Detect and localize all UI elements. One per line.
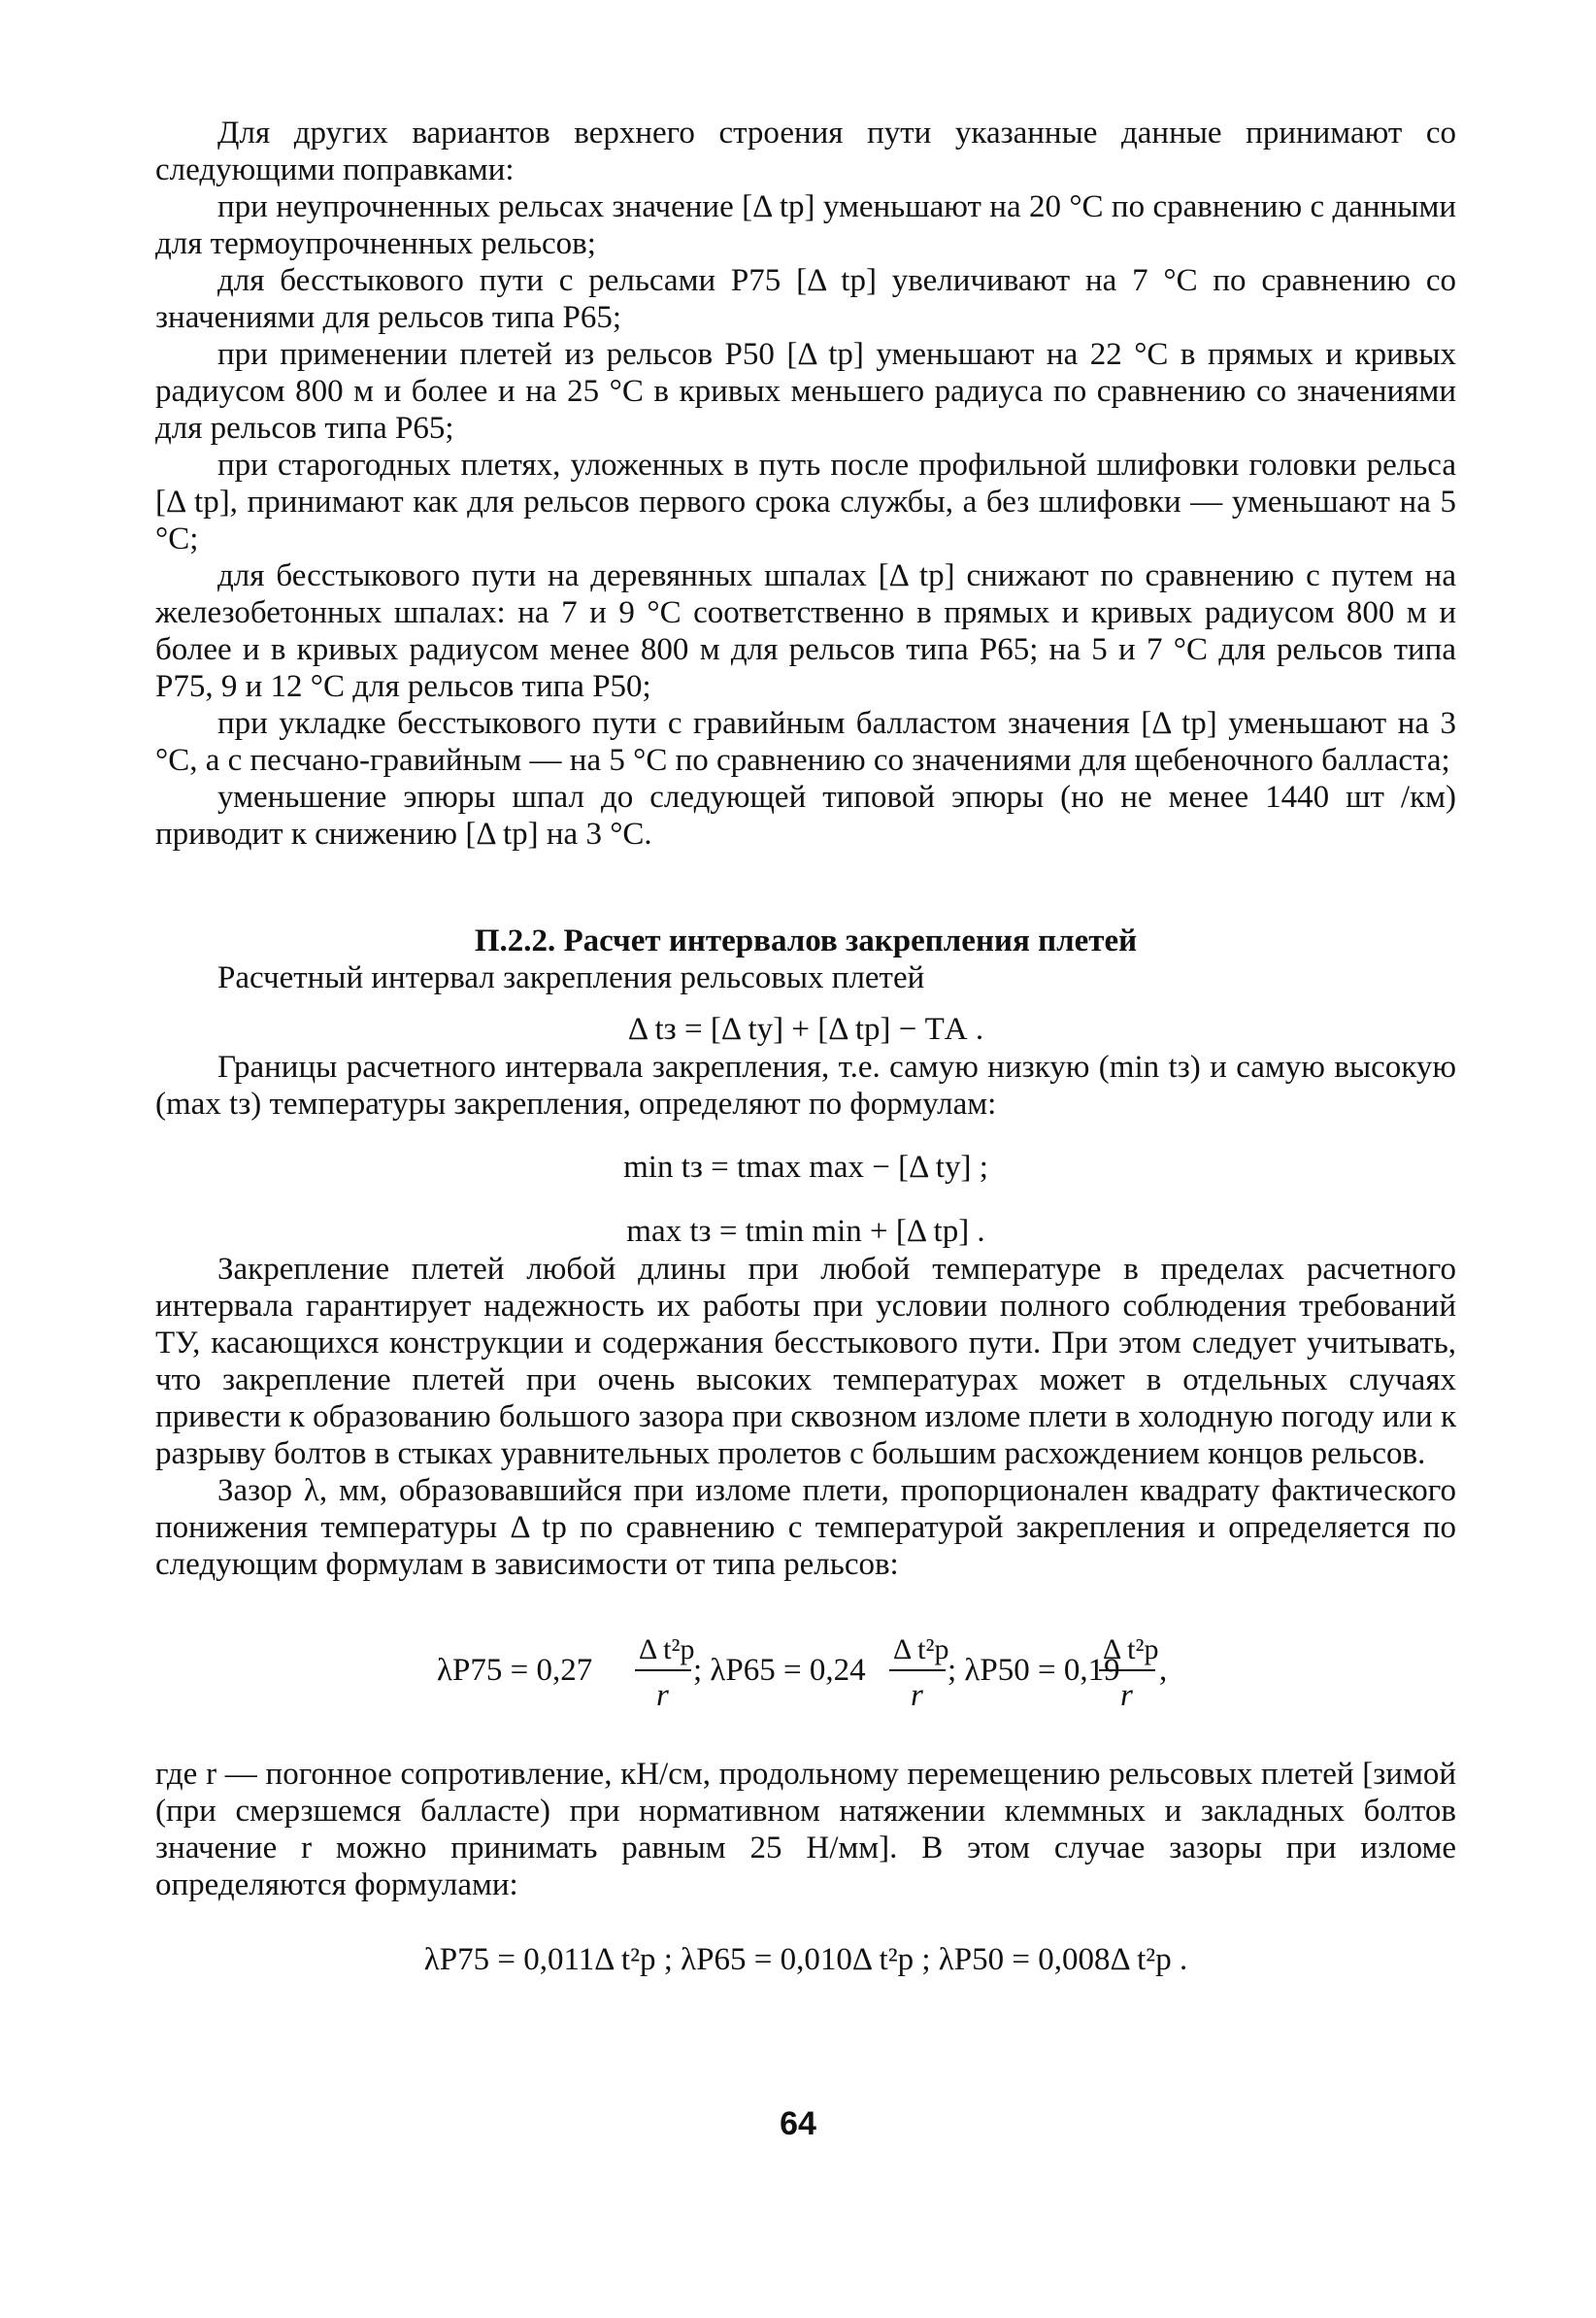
paragraph-gap-definition: Зазор λ, мм, образовавшийся при изломе плети, пропорционален квадрату фактического понижения температуры Δ tр по сравнению с температурой закрепления и определяется по следующим формулам в зависимости от типа рельсов:	[155, 1473, 1456, 1582]
formula-l65-numerator: Δ t²р	[893, 1633, 949, 1665]
paragraph-gravel-ballast: при укладке бесстыкового пути с гравийным балластом значения [Δ tр] уменьшают на 3 °С, а с песчано-гравийным — на 5 °С по сравнению со значениями для щебеночного балласта;	[155, 706, 1456, 778]
formula-l75-numerator: Δ t²р	[639, 1633, 695, 1665]
document-page	[155, 115, 1456, 1979]
formula-l50-numerator: Δ t²р	[1103, 1633, 1159, 1665]
paragraph-old-rails: при старогодных плетях, уложенных в путь после профильной шлифовки головки рельса [Δ tр], принимают как для рельсов первого срока службы, а без шлифовки — уменьшают на 5 °С;	[155, 448, 1456, 556]
formula-l75-denominator: r	[656, 1678, 669, 1713]
paragraph-intro-corrections: Для других вариантов верхнего строения пути указанные данные принимают со следующими поправками:	[155, 116, 1456, 187]
paragraph-interval-intro: Расчетный интервал закрепления рельсовых плетей	[217, 960, 925, 995]
formula-l65-denominator: r	[911, 1678, 923, 1713]
formula-final-gaps: λP75 = 0,011Δ t²р ; λP65 = 0,010Δ t²р ; λP50 = 0,008Δ t²р .	[423, 1942, 1188, 1977]
paragraph-wooden-sleepers: для бесстыкового пути на деревянных шпалах [Δ tр] снижают по сравнению с путем на железобетонных шпалах: на 7 и 9 °С соответственно в прямых и кривых радиусом 800 м и более и в кривых радиусом менее 800 м для рельсов типа Р65; на 5 и 7 °С для рельсов типа Р75, 9 и 12 °С для рельсов типа Р50;	[155, 558, 1456, 704]
paragraph-fixing-guarantee: Закрепление плетей любой длины при любой температуре в пределах расчетного интервала гарантирует надежность их работы при условии полного соблюдения требований ТУ, касающихся конструкции и содержания бесстыкового пути. При этом следует учитывать, что закрепление плетей при очень высоких температурах может в отдельных случаях привести к образованию большого зазора при сквозном изломе плети в холодную погоду или к разрыву болтов в стыках уравнительных пролетов с большим расхождением концов рельсов.	[155, 1252, 1456, 1471]
section-title: П.2.2. Расчет интервалов закрепления плетей	[474, 924, 1138, 958]
formula-max-temperature: max tз = tmin min + [Δ tр] .	[626, 1214, 985, 1249]
paragraph-p75-rails: для бесстыкового пути с рельсами Р75 [Δ tр] увеличивают на 7 °С по сравнению со значениями для рельсов типа Р65;	[155, 263, 1456, 335]
formula-fractions-end: ,	[1159, 1653, 1168, 1688]
paragraph-sleeper-density: уменьшение эпюры шпал до следующей типовой эпюры (но не менее 1440 шт /км) приводит к снижению [Δ tр] на 3 °С.	[155, 780, 1456, 852]
paragraph-unhardened-rails: при неупрочненных рельсах значение [Δ tр] уменьшают на 20 °С по сравнению с данными для термоупрочненных рельсов;	[155, 189, 1456, 261]
formula-gap-fractions	[155, 1616, 1456, 1723]
paragraph-interval-bounds: Границы расчетного интервала закрепления, т.е. самую низкую (min tз) и самую высокую (max tз) температуры закрепления, определяют по формулам:	[155, 1050, 1456, 1122]
formula-min-temperature: min tз = tmax max − [Δ tу] ;	[623, 1150, 988, 1185]
page-number: 64	[780, 2105, 816, 2142]
formula-fractions-svg	[437, 1616, 1175, 1723]
paragraph-where-r: где r — погонное сопротивление, кН/см, продольному перемещению рельсовых плетей [зимой (при смерзшемся балласте) при нормативном натяжении клеммных и закладных болтов значение r можно принимать равным 25 Н/мм]. В этом случае зазоры при изломе определяются формулами:	[155, 1757, 1456, 1902]
formula-interval: Δ tз = [Δ tу] + [Δ tр] − TА .	[627, 1012, 984, 1047]
formula-l50-lead: ; λP50 = 0,19	[948, 1653, 1120, 1688]
formula-l50-denominator: r	[1120, 1678, 1133, 1713]
formula-l65-lead: ; λP65 = 0,24	[693, 1653, 866, 1688]
paragraph-p50-rails: при применении плетей из рельсов Р50 [Δ tр] уменьшают на 22 °С в прямых и кривых радиусом 800 м и более и на 25 °С в кривых меньшего радиуса по сравнению со значениями для рельсов типа Р65;	[155, 337, 1456, 446]
formula-l75-lead: λP75 = 0,27	[437, 1653, 593, 1688]
